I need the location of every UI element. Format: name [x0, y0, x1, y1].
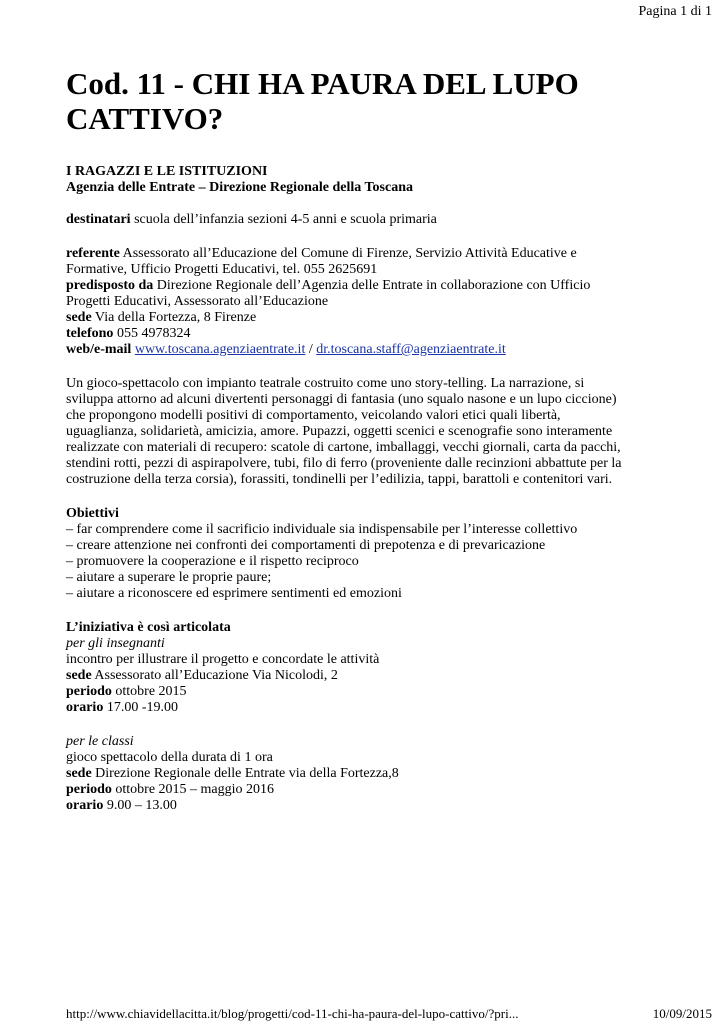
referente-label: referente — [66, 246, 120, 261]
objective-item: – promuovere la cooperazione e il rispetto reciproco — [66, 554, 359, 569]
initiative-classes — [66, 734, 686, 814]
description-line: stendini rotti, pezzi di aspirapolvere, tubi, filo di ferro (proveniente dalle recinzioni abbattute per la — [66, 456, 622, 471]
email-link[interactable]: dr.toscana.staff@agenziaentrate.it — [316, 342, 506, 357]
destinatari-row — [66, 212, 686, 228]
objective-item: – creare attenzione nei confronti dei comportamenti di prepotenza e di prevaricazione — [66, 538, 546, 553]
classes-periodo-value: ottobre 2015 – maggio 2016 — [115, 782, 275, 797]
objective-item: – aiutare a superare le proprie paure; — [66, 570, 272, 585]
teachers-sede-value: Assessorato all’Educazione Via Nicolodi, 2 — [94, 668, 338, 683]
sede-value: Via della Fortezza, 8 Firenze — [94, 310, 257, 325]
footer-url: http://www.chiavidellacitta.it/blog/progetti/cod-11-chi-ha-paura-del-lupo-cattivo/?pri... — [66, 1006, 519, 1021]
description-line: sviluppa attorno ad alcuni divertenti personaggi di fantasia (uno squalo nasone e un lupo ciccione) — [66, 392, 617, 407]
website-link[interactable]: www.toscana.agenziaentrate.it — [134, 342, 306, 357]
teachers-orario-value: 17.00 -19.00 — [106, 700, 178, 715]
initiative-teachers — [66, 620, 686, 716]
predisposto-value-1: Direzione Regionale dell’Agenzia delle Entrate in collaborazione con Ufficio — [156, 278, 591, 293]
predisposto-label: predisposto da — [66, 278, 154, 293]
teachers-periodo-value: ottobre 2015 — [115, 684, 187, 699]
classes-orario-label: orario — [66, 798, 104, 813]
classes-orario-value: 9.00 – 13.00 — [106, 798, 177, 813]
description-line: costruzione della terza corsia), forassiti, tondinelli per l’edilizia, tappi, barattoli e contenitori vari. — [66, 472, 613, 487]
destinatari-value: scuola dell’infanzia sezioni 4-5 anni e scuola primaria — [134, 212, 437, 227]
description-line: Un gioco-spettacolo con impianto teatrale costruito come uno story-telling. La narrazione, si — [66, 376, 585, 391]
predisposto-value-2: Progetti Educativi, Assessorato all’Educazione — [66, 294, 329, 309]
referente-value-1: Assessorato all’Educazione del Comune di Firenze, Servizio Attività Educative e — [122, 246, 577, 261]
classes-sede-value: Direzione Regionale delle Entrate via della Fortezza,8 — [95, 766, 399, 781]
page-title — [66, 66, 666, 136]
footer-date: 10/09/2015 — [652, 1006, 712, 1021]
referente-value-2: Formative, Ufficio Progetti Educativi, tel. 055 2625691 — [66, 262, 378, 277]
web-label: web/e-mail — [66, 342, 132, 357]
initiative-heading: L’iniziativa è così articolata — [66, 620, 231, 635]
classes-periodo-label: periodo — [66, 782, 112, 797]
link-separator: / — [308, 342, 313, 357]
teachers-sede-label: sede — [66, 668, 92, 683]
telefono-value: 055 4978324 — [116, 326, 191, 341]
description-line: uguaglianza, solidarietà, amicizia, amore. Pupazzi, oggetti scenici e scenografie sono interamente — [66, 424, 613, 439]
header-info — [66, 164, 686, 196]
objectives — [66, 506, 686, 602]
section-heading: I RAGAZZI E LE ISTITUZIONI — [66, 164, 268, 179]
destinatari-label: destinatari — [66, 212, 131, 227]
teachers-activity: incontro per illustrare il progetto e concordate le attività — [66, 652, 380, 667]
description-line: realizzate con materiali di recupero: scatole di cartone, imballaggi, vecchi giornali, carta da pacchi, — [66, 440, 621, 455]
objectives-heading: Obiettivi — [66, 506, 119, 521]
classes-activity: gioco spettacolo della durata di 1 ora — [66, 750, 273, 765]
objective-item: – far comprendere come il sacrificio individuale sia indispensabile per l’interesse collettivo — [66, 522, 578, 537]
description-line: che propongono modelli positivi di comportamento, veicolando valori etici quali libertà, — [66, 408, 561, 423]
contact-info — [66, 246, 686, 358]
objective-item: – aiutare a riconoscere ed esprimere sentimenti ed emozioni — [66, 586, 402, 601]
classes-sede-label: sede — [66, 766, 92, 781]
description — [66, 376, 686, 488]
organization: Agenzia delle Entrate – Direzione Regionale della Toscana — [66, 180, 413, 195]
teachers-periodo-label: periodo — [66, 684, 112, 699]
telefono-label: telefono — [66, 326, 114, 341]
classes-audience: per le classi — [66, 734, 134, 749]
teachers-orario-label: orario — [66, 700, 104, 715]
title-line-1: Cod. 11 - CHI HA PAURA DEL LUPO — [66, 66, 579, 101]
page-number: Pagina 1 di 1 — [638, 4, 712, 19]
title-line-2: CATTIVO? — [66, 101, 224, 136]
teachers-audience: per gli insegnanti — [66, 636, 165, 651]
sede-label: sede — [66, 310, 92, 325]
